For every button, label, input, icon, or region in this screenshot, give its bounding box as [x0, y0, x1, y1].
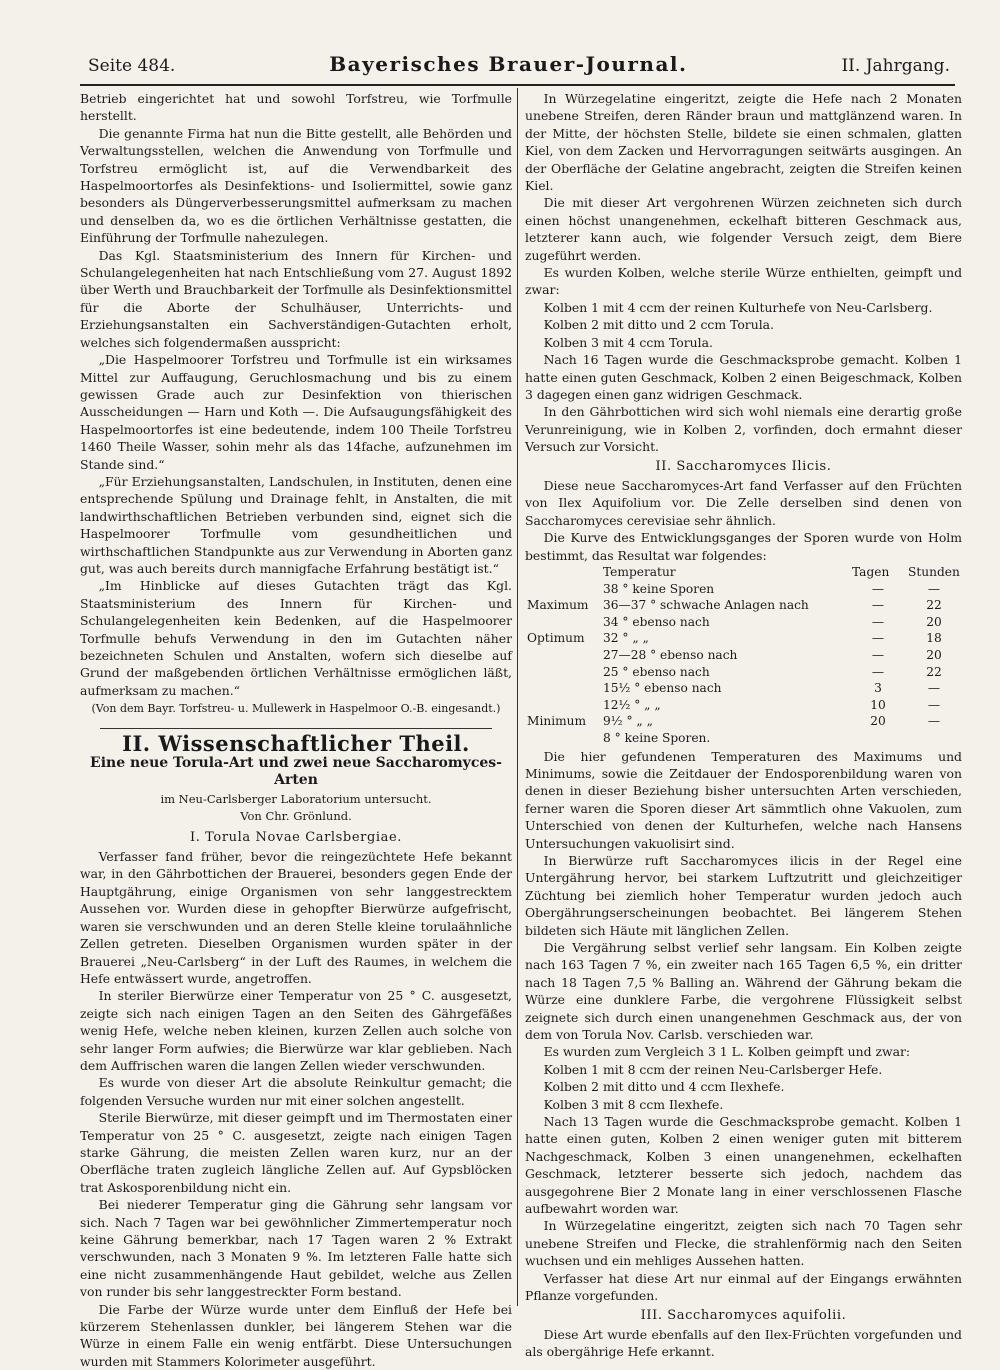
days-cell: —: [871, 631, 885, 646]
hours-cell: —: [927, 697, 941, 712]
paragraph: Betrieb eingerichtet hat und sowohl Torfstreu, wie Torfmulle herstellt.: [80, 91, 512, 124]
journal-title: Bayerisches Brauer-Journal.: [329, 52, 688, 76]
paragraph: „Für Erziehungsanstalten, Landschulen, in Instituten, denen eine entsprechende Spülung und Drainage fehlt, in Anstalten, die mit landwirthschaftlichen Betrieben verbunden sind, eignet sich die Haspelmoorer Torfmulle vom gesundheitlichen und wirthschaftlichen Standpunkte aus zur Verwendung in Aborten ganz gut, was auch bereits durch mannigfache Erfahrung bestätigt ist.“: [80, 473, 512, 576]
paragraph: Diese Art wurde ebenfalls auf den Ilex-Früchten vorgefunden und als obergährige Hefe erkannt.: [525, 1326, 962, 1360]
paragraph: Die genannte Firma hat nun die Bitte gestellt, alle Behörden und Verwaltungsstellen, welchen die Anwendung von Torfmulle und Torfstreu ermöglicht ist, auf die Verwendbarkeit des Haspelmoortorfes als Desinfektions- und Isoliermittel, sowie ganz besonders als Düngerverbesserungsmittel aufmerksam zu machen und denselben da, wo es die örtlichen Verhältnisse gestatten, die Einführung der Torfmulle nahezulegen.: [80, 125, 512, 246]
paragraph: Nach 16 Tagen wurde die Geschmacksprobe gemacht. Kolben 1 hatte einen guten Geschmack, Kolben 2 einen Beigeschmack, Kolben 3 dagegen einen ganz widrigen Geschmack.: [525, 352, 962, 402]
paragraph: In Würzegelatine eingeritzt, zeigten sich nach 70 Tagen sehr unebene Streifen und Flecke, die strahlenförmig nach den Seiten wuchsen und ein mehliges Aussehen hatten.: [525, 1218, 962, 1269]
paragraph: Die mit dieser Art vergohrenen Würzen zeichneten sich durch einen höchst unangenehmen, eckelhaft bitteren Geschmack aus, letzterer kann auch, wie folgender Versuch zeigt, dem Biere zugeführt werden.: [525, 195, 962, 263]
table-row: [525, 730, 962, 747]
days-cell: 3: [874, 681, 882, 696]
row-label: [525, 697, 601, 714]
table-row: [525, 614, 962, 631]
paragraph: Es wurde von dieser Art die absolute Reinkultur gemacht; die folgenden Versuche wurden nur mit einer solchen angestellt.: [80, 1075, 512, 1108]
table-header-row: [525, 564, 962, 581]
row-label: [525, 614, 601, 631]
flask-line: Kolben 3 mit 4 ccm Torula.: [543, 334, 713, 350]
hours-cell: [906, 730, 962, 747]
flask-line: Kolben 3 mit 8 ccm Ilexhefe.: [543, 1096, 724, 1112]
row-label: [525, 730, 601, 747]
table-row: [525, 630, 962, 647]
paragraph: Verfasser fand früher, bevor die reingezüchtete Hefe bekannt war, in den Gährbottichen der Brauerei, besonders gegen Ende der Hauptgährung, einige Organismen von sehr langgestrecktem Aussehen vor. Wurden diese in gehopfter Bierwürze aufgefrischt, waren sie verschwunden und an deren Stelle kleine torulaähnliche Zellen getreten. Dieselben Organismen wurden später in der Brauerei „Neu-Carlsberg“ in der Luft des Raumes, in welchem die Hefe entwässert wurde, angetroffen.: [80, 849, 512, 986]
table-row: [525, 647, 962, 664]
temperature-cell: 25 ° ebenso nach: [603, 664, 710, 679]
section-heading: II. Wissenschaftlicher Theil.: [122, 730, 470, 756]
column-header: Stunden: [908, 564, 960, 579]
source-note: (Von dem Bayr. Torfstreu- u. Mullewerk in Haspelmoor O.-B. eingesandt.): [91, 702, 501, 716]
section-rule: [100, 728, 492, 729]
volume-label: II. Jahrgang.: [841, 56, 950, 76]
column-header: Tagen: [852, 564, 890, 579]
row-label: Minimum: [527, 714, 587, 729]
page-header: [88, 52, 950, 82]
temperature-cell: 32 ° „ „: [603, 631, 649, 646]
row-label: [525, 647, 601, 664]
days-cell: 10: [870, 697, 886, 712]
paragraph: Das Kgl. Staatsministerium des Innern für Kirchen- und Schulangelegenheiten hat nach Entschließung vom 27. August 1892 über Werth und Brauchbarkeit der Torfmulle als Desinfektionsmittel für die Aborte der Schulhäuser, Unterrichts- und Erziehungsanstalten ein Sachverständigen-Gutachten erholt, welches sich folgendermaßen ausspricht:: [80, 247, 512, 350]
row-label: [525, 664, 601, 681]
header-rule: [80, 84, 955, 86]
paragraph: In steriler Bierwürze einer Temperatur von 25 ° C. ausgesetzt, zeigte sich nach einigen Tagen an den Seiten des Gährgefäßes wenig Hefe, welche neben kleinen, kurzen Zellen auch solche von sehr langer Form aufwies; die Bierwürze war klar geblieben. Nach dem Auffrischen waren die langen Zellen wieder verschwunden.: [80, 988, 512, 1073]
hours-cell: 20: [926, 614, 942, 629]
hours-cell: 18: [926, 631, 942, 646]
hours-cell: —: [927, 581, 941, 596]
days-cell: [850, 730, 906, 747]
hours-cell: —: [927, 681, 941, 696]
table-row: [525, 581, 962, 598]
column-header: Temperatur: [603, 564, 676, 579]
flask-line: Kolben 1 mit 4 ccm der reinen Kulturhefe von Neu-Carlsberg.: [543, 299, 933, 315]
paragraph: „Im Hinblicke auf dieses Gutachten trägt das Kgl. Staatsministerium des Innern für Kirchen- und Schulangelegenheiten kein Bedenken, auf die Haspelmoorer Torfmulle behufs Verwendung in den im Gutachten näher bezeichneten Schulen und Anstalten, wofern sich dieselbe auf Grund der maßgebenden örtlichen Verhältnisse ermöglichen läßt, aufmerksam zu machen.“: [80, 578, 512, 698]
paragraph: Die Kurve des Entwicklungsganges der Sporen wurde von Holm bestimmt, das Resultat war folgendes:: [525, 530, 962, 563]
spore-temperature-table: [525, 564, 962, 747]
right-column: [525, 90, 962, 1361]
days-cell: —: [871, 664, 885, 679]
paragraph: Es wurden zum Vergleich 3 1 L. Kolben geimpft und zwar:: [543, 1044, 911, 1060]
days-cell: 20: [870, 714, 886, 729]
row-label: [525, 581, 601, 598]
paragraph: Es wurden Kolben, welche sterile Würze enthielten, geimpft und zwar:: [525, 265, 962, 298]
hours-cell: —: [927, 714, 941, 729]
temperature-cell: 15½ ° ebenso nach: [603, 681, 722, 696]
hours-cell: 22: [926, 598, 942, 613]
temperature-cell: 12½ ° „ „: [603, 697, 661, 712]
temperature-cell: 9½ ° „ „: [603, 714, 653, 729]
table-row: [525, 680, 962, 697]
subheading: I. Torula Novae Carlsbergiae.: [189, 829, 403, 845]
page-number: Seite 484.: [88, 56, 176, 76]
column-divider: [517, 88, 518, 1306]
hours-cell: 20: [926, 647, 942, 662]
subheading: II. Saccharomyces Ilicis.: [655, 458, 832, 474]
paragraph: Die Farbe der Würze wurde unter dem Einfluß der Hefe bei kürzerem Stehenlassen dunkler, bei längerem Stehen war die Würze in einem Falle ein wenig entfärbt. Diese Untersuchungen wurden mit Stammers Kolorimeter ausgeführt.: [80, 1301, 512, 1369]
article-title: Eine neue Torula-Art und zwei neue Saccharomyces-Arten: [90, 755, 502, 789]
temperature-cell: 38 ° keine Sporen: [603, 581, 715, 596]
article-subtitle: im Neu-Carlsberger Laboratorium untersucht.: [160, 791, 432, 806]
days-cell: —: [871, 614, 885, 629]
paragraph: „Die Haspelmoorer Torfstreu und Torfmulle ist ein wirksames Mittel zur Auffaugung, Geruchlosmachung und bis zu einem gewissen Grade auch zur Desinfektion von thierischen Ausscheidungen — Harn und Koth —. Die Aufsaugungsfähigkeit des Haspelmoortorfes ist eine bedeutende, indem 100 Theile Torfstreu 1460 Theile Wasser, sohin mehr als das 14fache, aufzunehmen im Stande sind.“: [80, 352, 512, 472]
article-author: Von Chr. Grönlund.: [240, 809, 352, 824]
paragraph: Diese neue Saccharomyces-Art fand Verfasser auf den Früchten von Ilex Aquifolium vor. Die Zelle derselben sind denen von Saccharomyces cerevisiae sehr ähnlich.: [525, 477, 962, 528]
temperature-cell: 8 ° keine Sporen.: [603, 730, 711, 745]
paragraph: In Würzegelatine eingeritzt, zeigte die Hefe nach 2 Monaten unebene Streifen, deren Ränder braun und mattglänzend waren. In der Mitte, der höchsten Stelle, bildete sie einen schmalen, glatten Kiel, von dem Zacken und Hervorragungen seitwärts ausgingen. An der Oberfläche der Gelatine angebracht, zeigten die Streifen keinen Kiel.: [525, 91, 962, 194]
table-row: [525, 664, 962, 681]
flask-line: Kolben 2 mit ditto und 2 ccm Torula.: [543, 317, 774, 333]
row-label: Optimum: [527, 631, 585, 646]
row-label: Maximum: [527, 598, 589, 613]
paragraph: Nach 13 Tagen wurde die Geschmacksprobe gemacht. Kolben 1 hatte einen guten, Kolben 2 einen weniger guten mit bitterem Nachgeschmack, Kolben 3 einen unangenehmen, eckelhaften Geschmack, letzterer besserte sich jedoch, nachdem das ausgegohrene Bier 2 Monate lang in einer verschlossenen Flasche aufbewahrt worden war.: [525, 1114, 962, 1217]
row-label: [525, 680, 601, 697]
paragraph: Die hier gefundenen Temperaturen des Maximums und Minimums, sowie die Zeitdauer der Endosporenbildung waren von denen in dieser Beziehung bisher untersuchten Arten verschieden, ferner waren die Sporen dieser Art sämmtlich ohne Vakuolen, zum Unterschied von denen der Kulturhefen, welche nach Hansens Untersuchungen vakuolisirt sind.: [525, 748, 962, 851]
table-row: [525, 597, 962, 614]
days-cell: —: [871, 581, 885, 596]
left-column: [80, 90, 512, 1370]
paragraph: Die Vergährung selbst verlief sehr langsam. Ein Kolben zeigte nach 163 Tagen 7 %, ein zweiter nach 165 Tagen 6,5 %, ein dritter nach 18 Tagen 7,5 % Balling an. Während der Gährung bekam die Würze eine dunklere Farbe, die vergohrene Flüssigkeit selbst zeignete sich durch einen unangenehmen Geschmack aus, der von dem von Torula Nov. Carlsb. verschieden war.: [525, 939, 962, 1042]
paragraph: In Bierwürze ruft Saccharomyces ilicis in der Regel eine Untergährung hervor, bei starkem Luftzutritt und gleichzeitiger Züchtung bei ziemlich hoher Temperatur wurden jedoch auch Obergährungserscheinungen beobachtet. Bei längerem Stehen bildeten sich Häute mit länglichen Zellen.: [525, 852, 962, 938]
subheading: III. Saccharomyces aquifolii.: [640, 1307, 847, 1323]
days-cell: —: [871, 647, 885, 662]
temperature-cell: 27—28 ° ebenso nach: [603, 647, 738, 662]
hours-cell: 22: [926, 664, 942, 679]
temperature-cell: 34 ° ebenso nach: [603, 614, 710, 629]
days-cell: —: [871, 598, 885, 613]
table-row: [525, 697, 962, 714]
paragraph: Verfasser hat diese Art nur einmal auf der Eingangs erwähnten Pflanze vorgefunden.: [525, 1270, 962, 1304]
flask-line: Kolben 1 mit 8 ccm der reinen Neu-Carlsberger Hefe.: [543, 1061, 883, 1077]
paragraph: Bei niederer Temperatur ging die Gährung sehr langsam vor sich. Nach 7 Tagen war bei gewöhnlicher Zimmertemperatur noch keine Gährung bemerkbar, nach 17 Tagen waren 2 % Extrakt verschwunden, nach 3 Monaten 9 %. Im letzteren Falle hatte sich eine nicht zusammenhängende Haut gebildet, welche aus Zellen von runder bis sehr langgestreckter Form bestand.: [80, 1197, 512, 1300]
paragraph: In den Gährbottichen wird sich wohl niemals eine derartig große Verunreinigung, wie in Kolben 2, vorfinden, doch ermahnt dieser Versuch zur Vorsicht.: [525, 404, 962, 455]
table-row: [525, 713, 962, 730]
flask-line: Kolben 2 mit ditto und 4 ccm Ilexhefe.: [543, 1079, 785, 1095]
paragraph: Sterile Bierwürze, mit dieser geimpft und im Thermostaten einer Temperatur von 25 ° C. ausgesetzt, zeigte nach einigen Tagen starke Gährung, die meisten Zellen waren kurz, nur an der Oberfläche traten zugleich längliche Zellen auf. Auf Gypsblöcken trat Askosporenbildung nicht ein.: [80, 1110, 512, 1195]
temperature-cell: 36—37 ° schwache Anlagen nach: [603, 598, 809, 613]
